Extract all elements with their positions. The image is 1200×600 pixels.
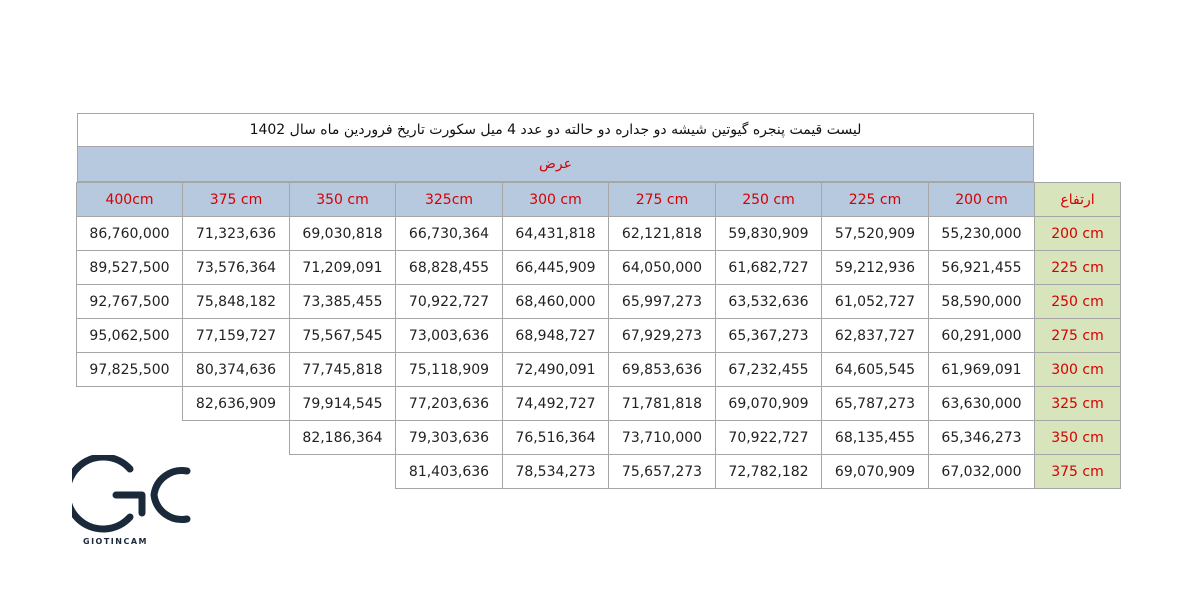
price-cell: 61,052,727: [821, 284, 929, 319]
price-cell: 73,710,000: [608, 420, 716, 455]
price-cell: 65,997,273: [608, 284, 716, 319]
price-cell: 65,346,273: [928, 420, 1035, 455]
price-cell: 86,760,000: [76, 216, 183, 251]
price-cell: 68,828,455: [395, 250, 503, 285]
price-cell: 62,837,727: [821, 318, 929, 353]
price-cell: 64,605,545: [821, 352, 929, 387]
price-cell: 60,291,000: [928, 318, 1035, 353]
price-cell: 75,848,182: [182, 284, 290, 319]
price-cell: 69,030,818: [289, 216, 396, 251]
price-cell: 75,657,273: [608, 454, 716, 489]
gc-logo-icon: [72, 455, 202, 545]
column-header: 375 cm: [182, 182, 290, 217]
price-cell: 75,567,545: [289, 318, 396, 353]
price-cell: 92,767,500: [76, 284, 183, 319]
price-cell: 68,948,727: [502, 318, 609, 353]
price-cell: 72,490,091: [502, 352, 609, 387]
price-cell: 67,032,000: [928, 454, 1035, 489]
row-header: 275 cm: [1034, 318, 1121, 353]
price-cell: 78,534,273: [502, 454, 609, 489]
price-cell: 72,782,182: [715, 454, 822, 489]
price-cell: 70,922,727: [395, 284, 503, 319]
price-cell: 63,630,000: [928, 386, 1035, 421]
price-cell: 70,922,727: [715, 420, 822, 455]
price-cell: 97,825,500: [76, 352, 183, 387]
price-cell: 79,303,636: [395, 420, 503, 455]
price-cell: 77,159,727: [182, 318, 290, 353]
price-cell: 61,969,091: [928, 352, 1035, 387]
price-cell: 59,212,936: [821, 250, 929, 285]
price-cell: 55,230,000: [928, 216, 1035, 251]
price-cell: 67,929,273: [608, 318, 716, 353]
price-cell: 79,914,545: [289, 386, 396, 421]
price-cell: 68,460,000: [502, 284, 609, 319]
column-header: 250 cm: [715, 182, 822, 217]
row-header: 225 cm: [1034, 250, 1121, 285]
price-cell: 77,203,636: [395, 386, 503, 421]
price-cell: 71,323,636: [182, 216, 290, 251]
price-cell: 67,232,455: [715, 352, 822, 387]
price-cell: 64,050,000: [608, 250, 716, 285]
price-cell: 62,121,818: [608, 216, 716, 251]
price-cell: 89,527,500: [76, 250, 183, 285]
price-cell: 69,070,909: [715, 386, 822, 421]
price-cell: 73,576,364: [182, 250, 290, 285]
price-cell: 80,374,636: [182, 352, 290, 387]
price-cell: 71,209,091: [289, 250, 396, 285]
price-cell: 81,403,636: [395, 454, 503, 489]
column-header: 200 cm: [928, 182, 1035, 217]
price-cell: 56,921,455: [928, 250, 1035, 285]
price-cell: 95,062,500: [76, 318, 183, 353]
price-cell: 66,445,909: [502, 250, 609, 285]
price-cell: 57,520,909: [821, 216, 929, 251]
price-cell: 77,745,818: [289, 352, 396, 387]
column-header: 350 cm: [289, 182, 396, 217]
price-cell: 69,853,636: [608, 352, 716, 387]
row-header: 350 cm: [1034, 420, 1121, 455]
row-header: 300 cm: [1034, 352, 1121, 387]
column-header: 225 cm: [821, 182, 929, 217]
table-title: لیست قیمت پنجره گیوتین شیشه دو جداره دو حالته دو عدد 4 میل سکورت تاریخ فروردین ماه سال 1402: [77, 113, 1034, 147]
row-header: 200 cm: [1034, 216, 1121, 251]
price-cell: 69,070,909: [821, 454, 929, 489]
price-cell: 66,730,364: [395, 216, 503, 251]
price-cell: 82,636,909: [182, 386, 290, 421]
logo-text: GIOTINCAM: [83, 537, 148, 546]
price-cell: 74,492,727: [502, 386, 609, 421]
price-cell: 73,385,455: [289, 284, 396, 319]
price-cell: 82,186,364: [289, 420, 396, 455]
price-cell: 63,532,636: [715, 284, 822, 319]
height-label: ارتفاع: [1034, 182, 1121, 217]
row-header: 375 cm: [1034, 454, 1121, 489]
column-header: 400cm: [76, 182, 183, 217]
row-header: 325 cm: [1034, 386, 1121, 421]
row-header: 250 cm: [1034, 284, 1121, 319]
price-cell: 76,516,364: [502, 420, 609, 455]
price-cell: 71,781,818: [608, 386, 716, 421]
column-header: 275 cm: [608, 182, 716, 217]
column-header: 325cm: [395, 182, 503, 217]
width-label: عرض: [77, 147, 1034, 182]
price-cell: 73,003,636: [395, 318, 503, 353]
price-cell: 68,135,455: [821, 420, 929, 455]
price-cell: 59,830,909: [715, 216, 822, 251]
price-cell: 75,118,909: [395, 352, 503, 387]
column-header: 300 cm: [502, 182, 609, 217]
price-cell: 61,682,727: [715, 250, 822, 285]
price-cell: 65,367,273: [715, 318, 822, 353]
price-cell: 65,787,273: [821, 386, 929, 421]
price-cell: 64,431,818: [502, 216, 609, 251]
price-cell: 58,590,000: [928, 284, 1035, 319]
